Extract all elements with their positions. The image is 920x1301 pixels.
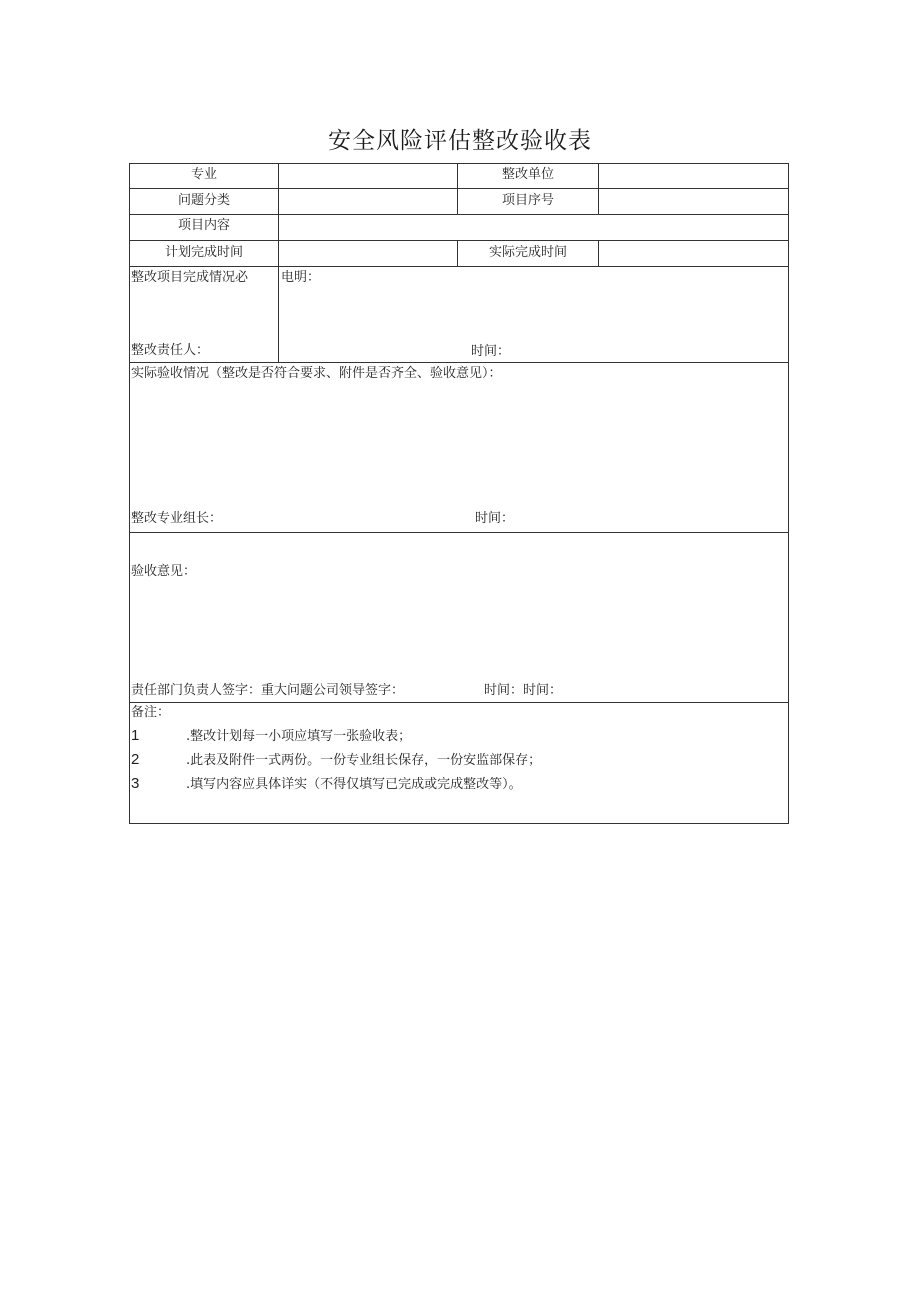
label-completion-time: 时间： (471, 344, 511, 359)
row-divider (130, 188, 788, 189)
label-acceptance-time: 时间： (475, 511, 515, 526)
label-rectification-unit: 整改单位 (501, 167, 554, 182)
row-divider (130, 702, 788, 703)
label-completion-description: 电明： (281, 270, 321, 285)
note-number: 3 (131, 775, 140, 792)
row-divider (130, 362, 788, 363)
note-text: .整改计划每一小项应填写一张验收表； (186, 729, 412, 744)
row-divider (130, 532, 788, 533)
page-title: 安全风险评估整改验收表 (328, 128, 592, 154)
column-divider (598, 164, 599, 214)
note-text: .填写内容应具体详实（不得仅填写已完成或完成整改等）。 (186, 777, 522, 792)
column-divider (278, 164, 279, 362)
label-item-number: 项目序号 (501, 193, 554, 208)
row-divider (130, 240, 788, 241)
column-divider (598, 240, 599, 266)
label-acceptance-opinion: 验收意见： (131, 564, 197, 579)
label-completion-status: 整改项目完成情况必 (131, 270, 249, 285)
label-actual-completion-time: 实际完成时间 (488, 245, 567, 260)
note-number: 2 (131, 751, 140, 768)
acceptance-form (129, 163, 789, 824)
label-specialty: 专业 (190, 167, 217, 182)
row-divider (130, 266, 788, 267)
label-actual-acceptance: 实际验收情况（整改是否符合要求、附件是否齐全、验收意见）： (131, 366, 502, 381)
label-responsible-person: 整改责任人： (131, 343, 210, 358)
label-specialty-leader: 整改专业组长： (131, 511, 223, 526)
label-problem-category: 问题分类 (177, 193, 230, 208)
label-item-content: 项目内容 (177, 218, 230, 233)
label-notes: 备注： (131, 705, 171, 720)
note-text: .此表及附件一式两份。一份专业组长保存，一份安监部保存； (186, 753, 542, 768)
label-planned-completion-time: 计划完成时间 (164, 245, 243, 260)
row-divider (130, 214, 788, 215)
label-signatures: 责任部门负责人签字：重大问题公司领导签字： (131, 683, 405, 698)
label-signature-times: 时间：时间： (484, 683, 563, 698)
note-number: 1 (131, 727, 140, 744)
